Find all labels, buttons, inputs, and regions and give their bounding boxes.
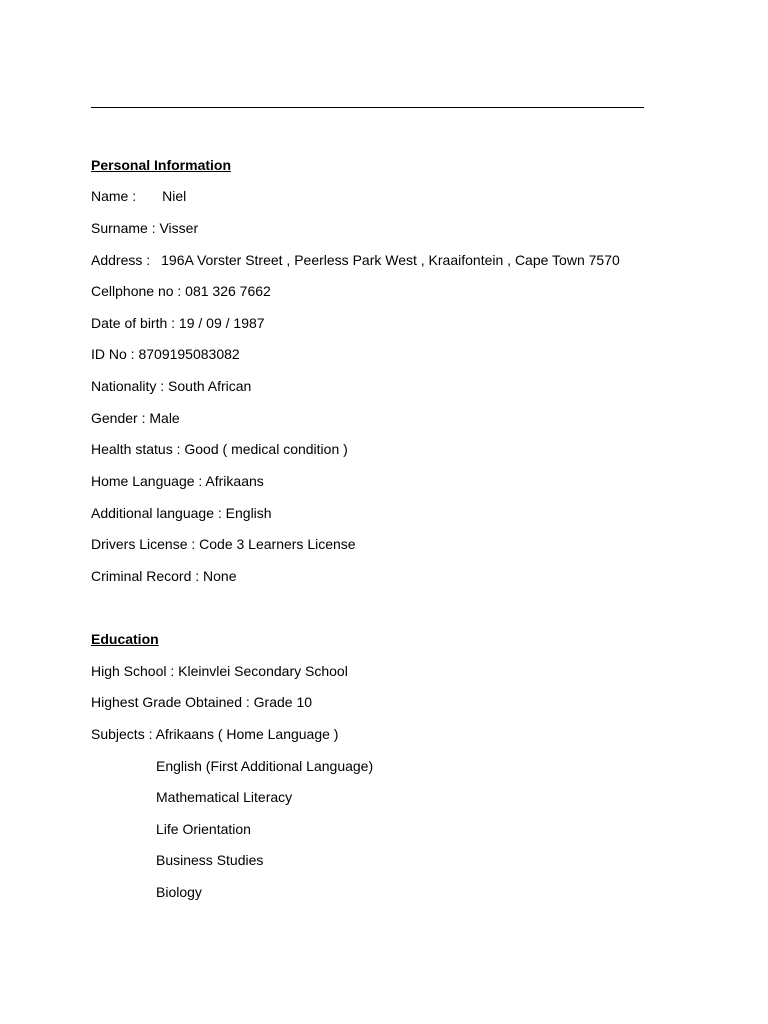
subject-item: Biology — [156, 884, 202, 900]
high-school-line: High School : Kleinvlei Secondary School — [91, 663, 348, 679]
id-number-line: ID No : 8709195083082 — [91, 346, 240, 362]
highest-grade-line: Highest Grade Obtained : Grade 10 — [91, 694, 313, 710]
home-language-line: Home Language : Afrikaans — [91, 473, 264, 489]
address-line — [91, 252, 620, 268]
name-label: Name : — [91, 188, 137, 204]
subject-item: Life Orientation — [156, 821, 251, 837]
drivers-license-line: Drivers License : Code 3 Learners License — [91, 536, 356, 552]
subjects-line: Subjects : Afrikaans ( Home Language ) — [91, 726, 339, 742]
health-status-line: Health status : Good ( medical condition ) — [91, 441, 348, 457]
address-label: Address : — [91, 252, 151, 268]
subject-item: Mathematical Literacy — [156, 789, 293, 805]
subject-item: Business Studies — [156, 852, 264, 868]
date-of-birth-line: Date of birth : 19 / 09 / 1987 — [91, 315, 265, 331]
address-value: 196A Vorster Street , Peerless Park West , Kraaifontein , Cape Town 7570 — [161, 252, 620, 268]
name-value: Niel — [162, 188, 187, 204]
personal-information-heading: Personal Information — [91, 157, 232, 173]
gender-line: Gender : Male — [91, 410, 180, 426]
surname-line: Surname : Visser — [91, 220, 199, 236]
subject-item: English (First Additional Language) — [156, 758, 374, 774]
name-line — [91, 188, 186, 204]
nationality-line: Nationality : South African — [91, 378, 252, 394]
cellphone-line: Cellphone no : 081 326 7662 — [91, 283, 271, 299]
additional-language-line: Additional language : English — [91, 505, 272, 521]
education-heading: Education — [91, 631, 159, 647]
header-divider — [91, 107, 644, 108]
criminal-record-line: Criminal Record : None — [91, 568, 237, 584]
